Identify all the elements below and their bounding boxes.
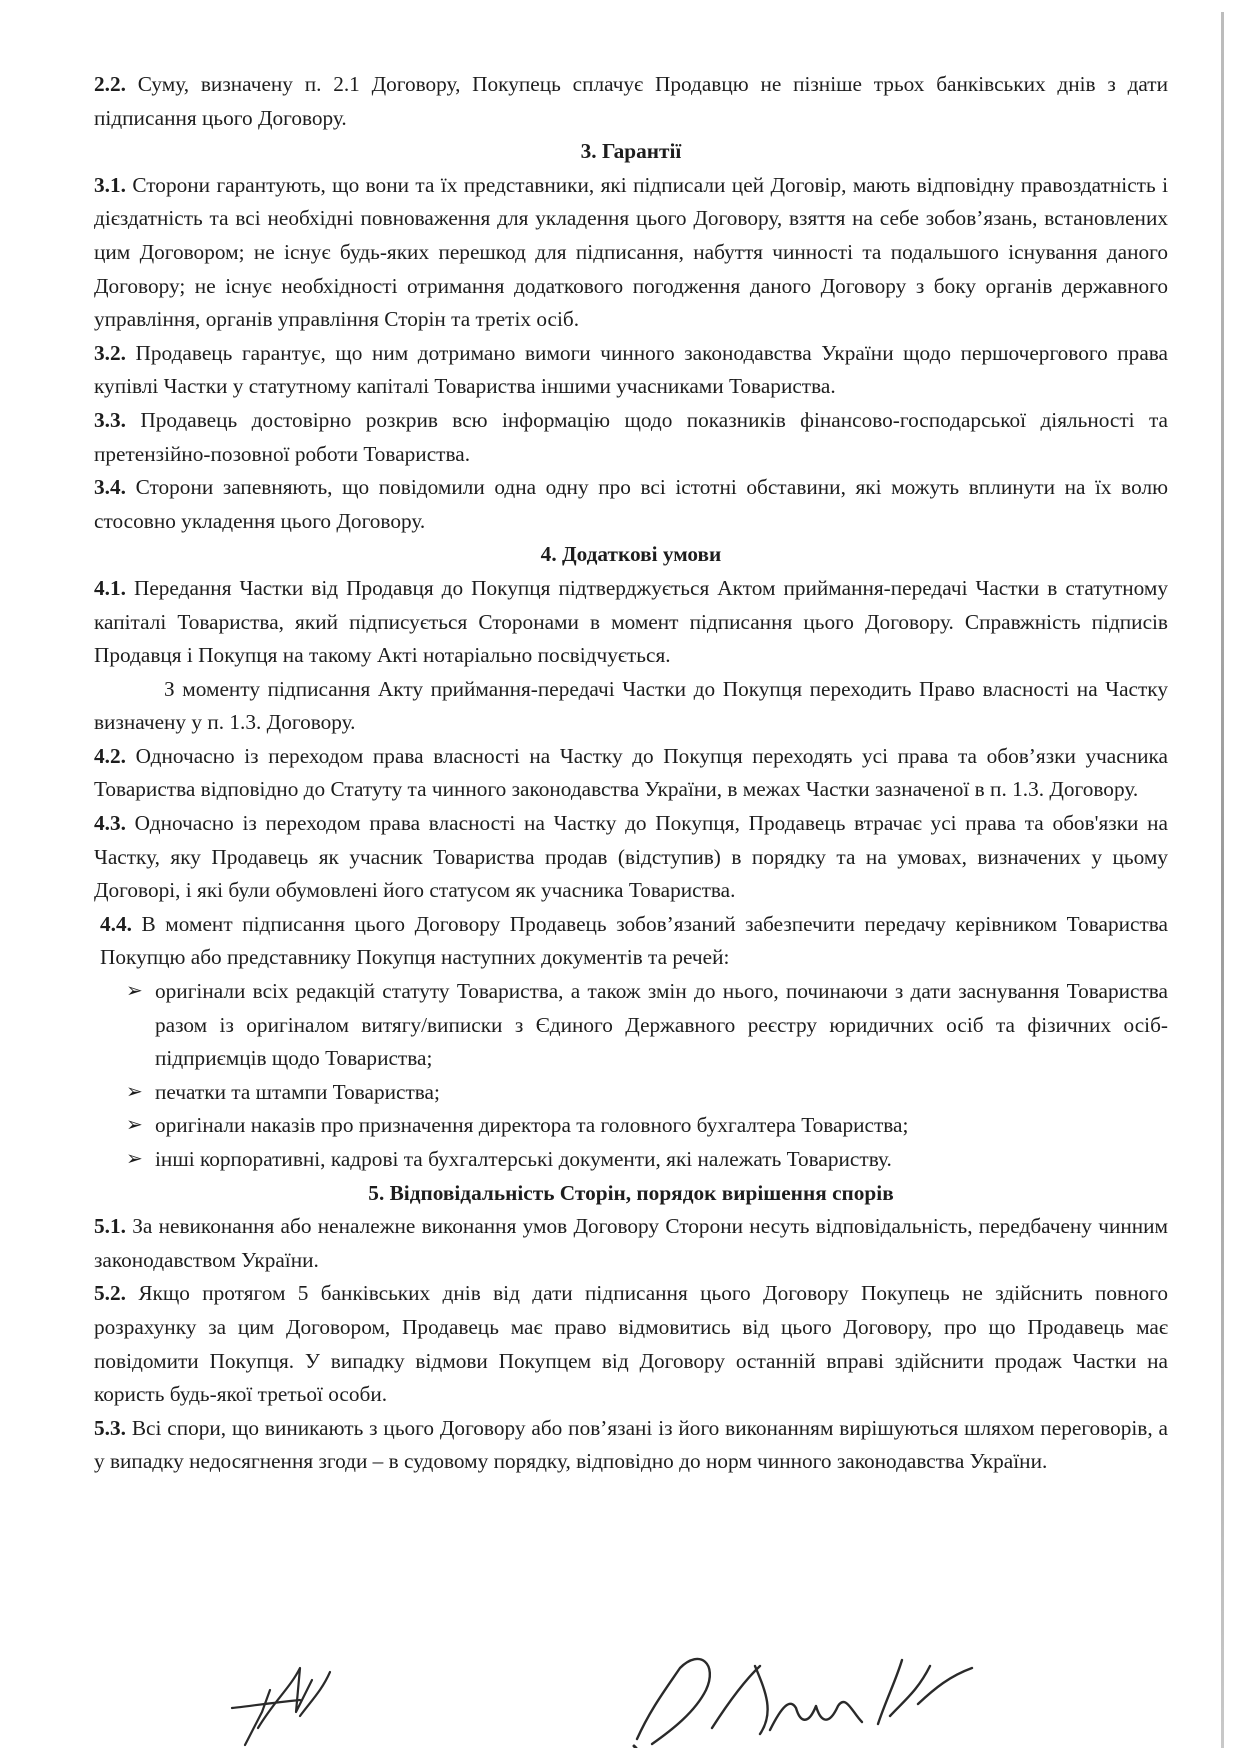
list-item-text: інші корпоративні, кадрові та бухгалтерські документи, які належать Товариству. [155,1147,892,1171]
clause-number: 3.3. [94,407,126,432]
arrow-bullet-icon: ➢ [126,980,143,1003]
signature-left [232,1668,330,1745]
clause-number: 3.1. [94,172,126,197]
list-item [94,1076,1168,1110]
clause-text: Сторони запевняють, що повідомили одна одну про всі істотні обставини, які можуть вплинути на їх волю стосовно укладення цього Договору. [94,475,1168,533]
paragraph-3-3 [94,404,1168,471]
arrow-bullet-icon: ➢ [126,1114,143,1137]
list-item [94,1109,1168,1143]
clause-text: Продавець достовірно розкрив всю інформацію щодо показників фінансово-господарської діяльності та претензійно-позовної роботи Товариства. [94,407,1168,466]
scan-edge-shadow [1221,12,1224,1748]
paragraph-4-1-continued: З моменту підписання Акту приймання-передачі Частки до Покупця переходить Право власності на Частку визначену у п. 1.3. Договору. [94,676,1168,735]
clause-number: 2.2. [94,72,126,96]
list-item [94,975,1168,1076]
clause-text: В момент підписання цього Договору Продавець зобов’язаний забезпечити передачу керівником Товариства Покупцю або представнику Покупця наступних документів та речей: [100,911,1168,970]
clause-number: 4.2. [94,743,126,768]
paragraph-5-1 [94,1210,1168,1277]
documents-list [94,975,1168,1177]
clause-number: 4.3. [94,811,126,836]
section-4-heading: 4. Додаткові умови [540,542,722,567]
list-item-text: печатки та штампи Товариства; [155,1079,440,1104]
clause-text: Всі спори, що виникають з цього Договору або пов’язані із його виконанням вирішуються шляхом переговорів, а у випадку недосягнення згоди – в судовому порядку, відповідно до норм чинного законодавства України. [94,1415,1169,1474]
section-5-heading: 5. Відповідальність Сторін, порядок вирішення спорів [368,1180,894,1205]
paragraph-3-1 [94,169,1168,337]
paragraph-3-2 [94,337,1168,404]
clause-number: 4.1. [94,575,126,600]
section-3-heading: 3. Гарантії [580,139,682,164]
paragraph-2-2 [94,68,1168,135]
clause-text: За невиконання або неналежне виконання умов Договору Сторони несуть відповідальність, передбачену чинним законодавством України. [94,1214,1169,1272]
clause-text: Продавець гарантує, що ним дотримано вимоги чинного законодавства України щодо першочергового права купівлі Частки у статутному капіталі Товариства іншими учасниками Товариства. [94,340,1169,399]
list-item [94,1143,1168,1177]
clause-number: 3.4. [94,475,126,500]
clause-number: 5.2. [94,1281,126,1306]
clause-text: Одночасно із переходом права власності на Частку до Покупця переходять усі права та обов’язки учасника Товариства відповідно до Статуту та чинного законодавства України, в межах Частки зазначеної в п. 1.3. Договору. [94,743,1168,802]
list-item-text: оригінали наказів про призначення директора та головного бухгалтера Товариства; [155,1113,909,1138]
clause-number: 5.3. [94,1415,126,1440]
clause-text: Сторони гарантують, що вони та їх представники, які підписали цей Договір, мають відповідну правоздатність і дієздатність та всі необхідні повноваження для укладення цього Договору, взяття на себе зобов’язань, встановлених цим Договором; не існує будь-яких перешкод для підписання, набуття чинності та подальшого існування даного Договору; не існує необхідності отримання додаткового погодження даного Договору з боку органів державного управління, органів управління Сторін та третіх осіб. [94,172,1168,332]
paragraph-4-3 [94,807,1168,908]
paragraph-5-2 [94,1277,1168,1411]
clause-text: Передання Частки від Продавця до Покупця підтверджується Актом приймання-передачі Частки в статутному капіталі Товариства, який підписується Сторонами в момент підписання цього Договору. Справжність підписів Продавця і Покупця на такому Акті нотаріально посвідчується. [94,575,1168,668]
clause-text: Якщо протягом 5 банківських днів від дати підписання цього Договору Покупець не здійснить повного розрахунку за цим Договором, Продавець має право відмовитись від цього Договору, про що Продавець має повідомити Покупця. У випадку відмови Покупцем від Договору останній вправі здійснити продаж Частки на користь будь-якої третьої особи. [94,1281,1169,1407]
arrow-bullet-icon: ➢ [126,1080,143,1103]
paragraph-5-3 [94,1412,1168,1479]
paragraph-4-2 [94,740,1168,807]
clause-number: 5.1. [94,1214,126,1239]
list-item-text: оригінали всіх редакцій статуту Товариства, а також змін до нього, починаючи з дати заснування Товариства разом із оригіналом витягу/виписки з Єдиного Державного реєстру юридичних осіб та фізичних осіб-підприємців щодо Товариства; [155,979,1168,1071]
arrow-bullet-icon: ➢ [126,1148,143,1170]
clause-text: Одночасно із переходом права власності на Частку до Покупця, Продавець втрачає усі права та обов'язки на Частку, яку Продавець як учасник Товариства продав (відступив) в порядку та на умовах, визначених у цьому Договорі, і які були обумовлені його статусом як учасника Товариства. [94,811,1168,903]
signature-right [634,1659,972,1748]
paragraph-4-4 [94,908,1168,975]
clause-number: 3.2. [94,340,126,365]
paragraph-4-1 [94,572,1168,673]
contract-text [94,68,1168,1479]
clause-number: 4.4. [100,911,132,936]
paragraph-3-4 [94,471,1168,538]
clause-text: Суму, визначену п. 2.1 Договору, Покупець сплачує Продавцю не пізніше трьох банківських днів з дати підписання цього Договору. [94,72,1169,130]
